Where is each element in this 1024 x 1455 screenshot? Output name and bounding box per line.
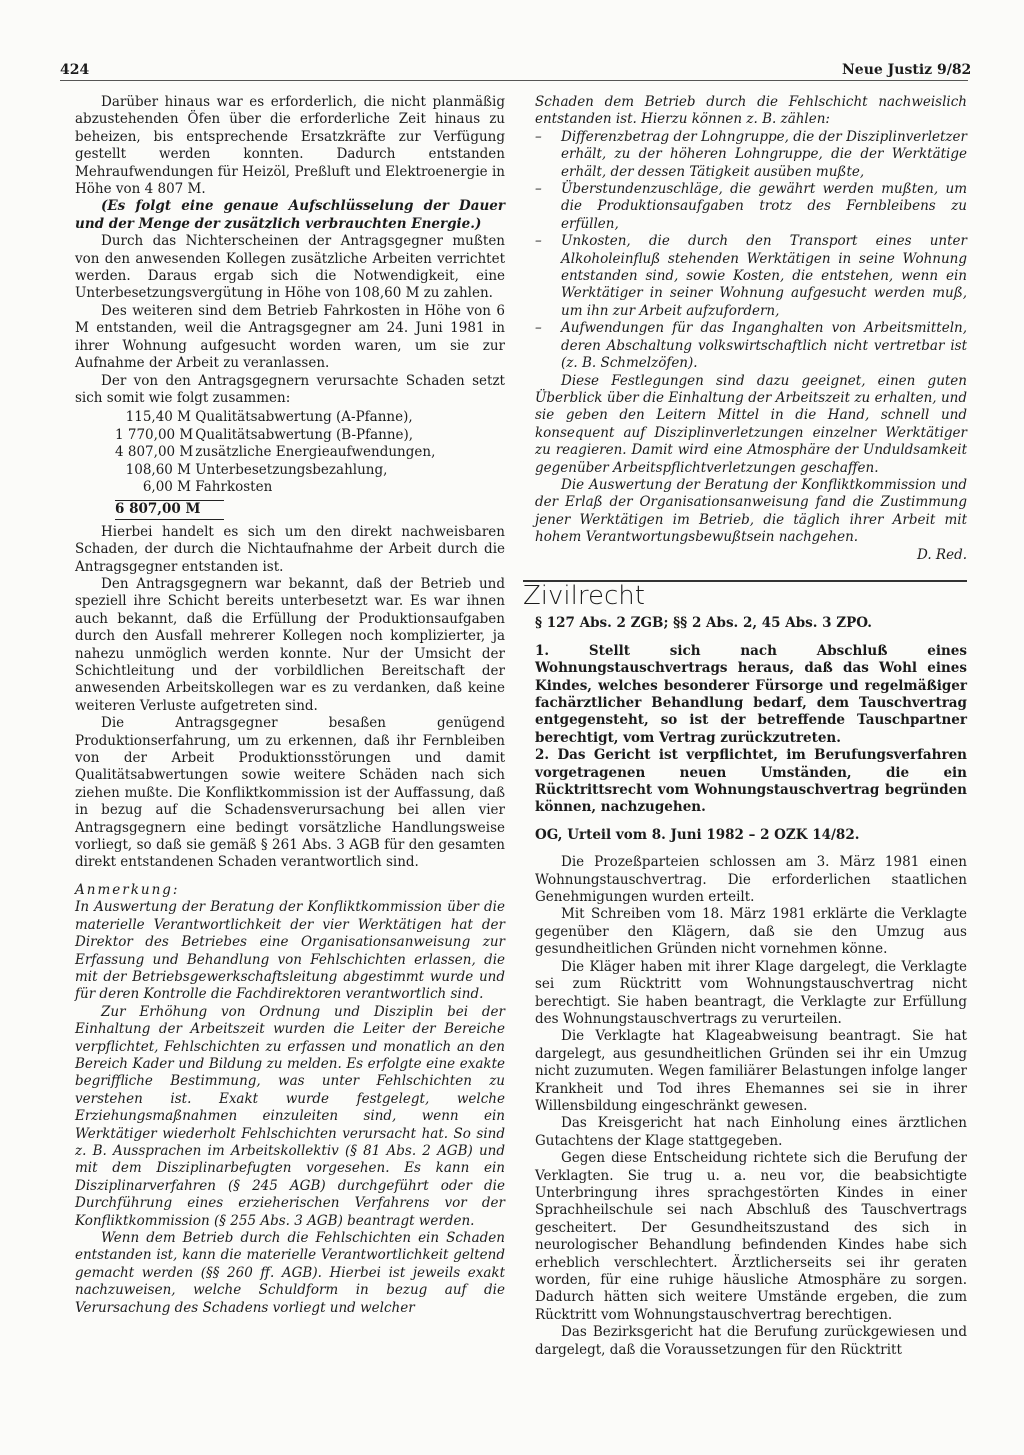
paragraph: Des weiteren sind dem Betrieb Fahrkosten in Höhe von 6 M entstanden, weil die Antragsgegner am 24. Juni 1981 in ihrer Wohnung aufgesucht worden waren, um sie zur Aufnahme der Arbeit zu veranlassen. xyxy=(75,302,505,372)
annotation-paragraph: Diese Festlegungen sind dazu geeignet, einen guten Überblick über die Einhaltung der Arbeitszeit zu erhalten, und sie geben den Leitern Mittel in die Hand, schnell und konsequent auf Disziplinverletzungen einzelner Werktätiger zu reagieren. Damit wird eine Atmosphäre der Unduldsamkeit gegenüber Arbeitspflichtverletzungen geschaffen. xyxy=(535,372,967,476)
header-rule xyxy=(60,80,968,81)
annotation-paragraph: Die Auswertung der Beratung der Konfliktkommission und der Erlaß der Organisationsanweisung fand die Zustimmung jener Werktätigen im Betrieb, die täglich ihrer Arbeit mit hohem Verantwortungsbewußtsein nachgehen. xyxy=(535,476,967,546)
annotation-paragraph: Wenn dem Betrieb durch die Fehlschichten ein Schaden entstanden ist, kann die materielle Verantwortlichkeit geltend gemacht werden (§§ 260 ff. AGB). Hierbei ist jeweils exakt nachzuweisen, welche Schuldform in bezug auf die Verursachung des Schadens vorliegt und welcher xyxy=(75,1230,505,1316)
annotation-heading: Anmerkung: xyxy=(75,881,180,898)
paragraph: Hierbei handelt es sich um den direkt nachweisbaren Schaden, der durch die Nichtaufnahme der Arbeit durch die Antragsgegner entstanden ist. xyxy=(75,523,505,575)
damage-breakdown xyxy=(115,409,505,496)
editor-signature: D. Red. xyxy=(916,546,967,563)
right-column xyxy=(523,94,967,1359)
paragraph: Der von den Antragsgegnern verursachte Schaden setzt sich somit wie folgt zusammen: xyxy=(75,372,505,406)
section-title: Zivilrecht xyxy=(523,580,967,605)
damage-item: 1 770,00 M Qualitätsabwertung (B-Pfanne), xyxy=(115,426,414,443)
paragraph: Darüber hinaus war es erforderlich, die nicht planmäßig abzustehenden Öfen über die erforderliche Zeit hinaus zu beheizen, bis entsprechende Ersatzkräfte zur Verfügung gestellt werden konnten. Dadurch entstanden Mehraufwendungen für Heizöl, Preßluft und Elektroenergie in Höhe von 4 807 M. xyxy=(75,94,505,198)
paragraph: Die Verklagte hat Klageabweisung beantragt. Sie hat dargelegt, aus gesundheitlichen Gründen sei ihr ein Umzug nicht zuzumuten. Wegen familiärer Belastungen infolge langer Krankheit und Tod ihres Ehemannes sei sie in ihrer Willensbildung eingeschränkt gewesen. xyxy=(535,1028,967,1114)
paragraph: Gegen diese Entscheidung richtete sich die Berufung der Verklagten. Sie trug u. a. neu vor, die beabsichtigte Unterbringung ihres sprachgestörten Kindes in einer Sprachheilschule sei nach Abschluß des Tauschvertrags gescheitert. Der Gesundheitszustand des sich in neurologischer Behandlung befindenden Kindes habe sich erheblich verschlechtert. Ärztlicherseits sei ihr geraten worden, für eine ruhige häusliche Atmosphäre zu sorgen. Dadurch hätten sich weitere Umstände ergeben, die zum Rücktritt vom Wohnungstauschvertrag berechtigen. xyxy=(535,1150,967,1323)
damage-total: 6 807,00 M xyxy=(115,500,224,519)
journal-issue: Neue Justiz 9/82 xyxy=(842,62,972,78)
damage-item: 108,60 M Unterbesetzungsbezahlung, xyxy=(125,461,388,478)
annotation-paragraph: Zur Erhöhung von Ordnung und Disziplin bei der Einhaltung der Arbeitszeit wurden die Leiter der Bereiche verpflichtet, Fehlschichten zu erfassen und monatlich an den Bereich Kader und Bildung zu melden. Es erfolgte eine exakte begriffliche Bestimmung, was unter Fehlschichten zu verstehen ist. Exakt wurde festgelegt, welche Erziehungsmaßnahmen einzuleiten sind, wenn ein Werktätiger wiederholt Fehlschichten verursacht hat. So sind z. B. Aussprachen im Arbeitskollektiv (§ 81 Abs. 2 AGB) und mit dem Disziplinarbefugten vorgesehen. Es kann ein Disziplinarverfahren (§ 245 AGB) durchgeführt oder die Durchführung eines erzieherischen Verfahrens vor der Konfliktkommission (§ 255 Abs. 3 AGB) beantragt werden. xyxy=(75,1003,505,1229)
headnote: 1. Stellt sich nach Abschluß eines Wohnungstauschvertrags heraus, daß das Wohl eines Kindes, welches besonderer Fürsorge und regelmäßiger fachärztlicher Behandlung bedarf, dem Tauschvertrag entgegensteht, so ist der betreffende Tauschpartner berechtigt, vom Vertrag zurückzutreten. xyxy=(535,642,967,746)
cost-list xyxy=(535,129,967,373)
damage-item: 115,40 M Qualitätsabwertung (A-Pfanne), xyxy=(125,409,413,426)
paragraph: Mit Schreiben vom 18. März 1981 erklärte die Verklagte gegenüber den Klägern, daß sie den Umzug aus gesundheitlichen Gründen nicht vornehmen könne. xyxy=(535,906,967,958)
list-item: – Aufwendungen für das Inganghalten von Arbeitsmitteln, deren Abschaltung volkswirtschaftlich nicht vertretbar ist (z. B. Schmelzöfen). xyxy=(535,320,967,372)
paragraph: Den Antragsgegnern war bekannt, daß der Betrieb und speziell ihre Schicht bereits unterbesetzt war. Es war ihnen auch bekannt, daß die Erfüllung der Produktionsaufgaben durch den Ausfall mehrerer Kollegen noch komplizierter, ja nahezu unmöglich werden konnte. Nur der Umsicht der Schichtleitung und der vorbildlichen Bereitschaft der anwesenden Arbeitskollegen war es zu verdanken, daß keine weiteren Verluste aufgetreten sind. xyxy=(75,575,505,714)
legal-norms: § 127 Abs. 2 ZGB; §§ 2 Abs. 2, 45 Abs. 3 ZPO. xyxy=(535,615,872,632)
annotation-paragraph: In Auswertung der Beratung der Konfliktkommission über die materielle Verantwortlichkeit der vier Werktätigen hat der Direktor des Betriebes eine Organisationsanweisung zur Erfassung und Behandlung von Fehlschichten erlassen, die mit der Betriebsgewerkschaftsleitung abgestimmt wurde und für deren Kontrolle die Fachdirektoren verantwortlich sind. xyxy=(75,899,505,1003)
list-item: – Unkosten, die durch den Transport eines unter Alkoholeinfluß stehenden Werktätigen in seine Wohnung entstanden sind, sowie Kosten, die entstehen, wenn ein Werktätiger in seiner Wohnung aufgesucht werden muß, um ihn zur Arbeit aufzufordern, xyxy=(535,233,967,320)
list-item: – Differenzbetrag der Lohngruppe, die der Disziplinverletzer erhält, zu der höheren Lohngruppe, die der Werktätige erhält, der dessen Tätigkeit ausüben mußte, xyxy=(535,129,967,181)
paragraph: Das Bezirksgericht hat die Berufung zurückgewiesen und dargelegt, daß die Voraussetzungen für den Rücktritt xyxy=(535,1324,967,1358)
damage-item: 4 807,00 M zusätzliche Energieaufwendungen, xyxy=(115,444,436,461)
damage-item: 6,00 M Fahrkosten xyxy=(142,478,273,495)
list-item: – Überstundenzuschläge, die gewährt werden mußten, um die Produktionsaufgaben trotz des Fernbleibens zu erfüllen, xyxy=(535,181,967,233)
paragraph: Durch das Nichterscheinen der Antragsgegner mußten von den anwesenden Kollegen zusätzliche Arbeiten verrichtet werden. Daraus ergab sich die Notwendigkeit, eine Unterbesetzungsvergütung in Höhe von 108,60 M zu zahlen. xyxy=(75,233,505,302)
paragraph: Die Prozeßparteien schlossen am 3. März 1981 einen Wohnungstauschvertrag. Die erforderlichen staatlichen Genehmigungen wurden erteilt. xyxy=(535,854,967,906)
editorial-note: (Es folgt eine genaue Aufschlüsselung der Dauer und der Menge der zusätzlich verbrauchten Energie.) xyxy=(75,198,505,232)
left-column xyxy=(75,94,505,1317)
paragraph: Die Kläger haben mit ihrer Klage dargelegt, die Verklagte sei zum Rücktritt vom Wohnungstauschvertrag nicht berechtigt. Sie haben beantragt, die Verklagte zur Erfüllung des Wohnungstauschvertrags zu verurteilen. xyxy=(535,958,967,1027)
paragraph: Die Antragsgegner besaßen genügend Produktionserfahrung, um zu erkennen, daß ihr Fernbleiben von der Arbeit Produktionsstörungen und damit Qualitätsabwertungen sowie weitere Schäden nach sich ziehen mußte. Die Konfliktkommission ist der Auffassung, daß in bezug auf die Schadensverursachung bei allen vier Antragsgegnern eine bedingt vorsätzliche Handlungsweise vorliegt, so daß sie gemäß § 261 Abs. 3 AGB für den gesamten direkt entstandenen Schaden verantwortlich sind. xyxy=(75,715,505,871)
case-reference: OG, Urteil vom 8. Juni 1982 – 2 OZK 14/82. xyxy=(535,826,860,843)
page-number: 424 xyxy=(60,62,90,78)
headnote: 2. Das Gericht ist verpflichtet, im Berufungsverfahren vorgetragenen neuen Umständen, die ein Rücktrittsrecht vom Wohnungstauschvertrag begründen können, nachzugehen. xyxy=(535,747,967,816)
annotation-paragraph: Schaden dem Betrieb durch die Fehlschicht nachweislich entstanden ist. Hierzu können z. B. zählen: xyxy=(535,94,967,128)
paragraph: Das Kreisgericht hat nach Einholung eines ärztlichen Gutachtens der Klage stattgegeben. xyxy=(535,1115,967,1149)
